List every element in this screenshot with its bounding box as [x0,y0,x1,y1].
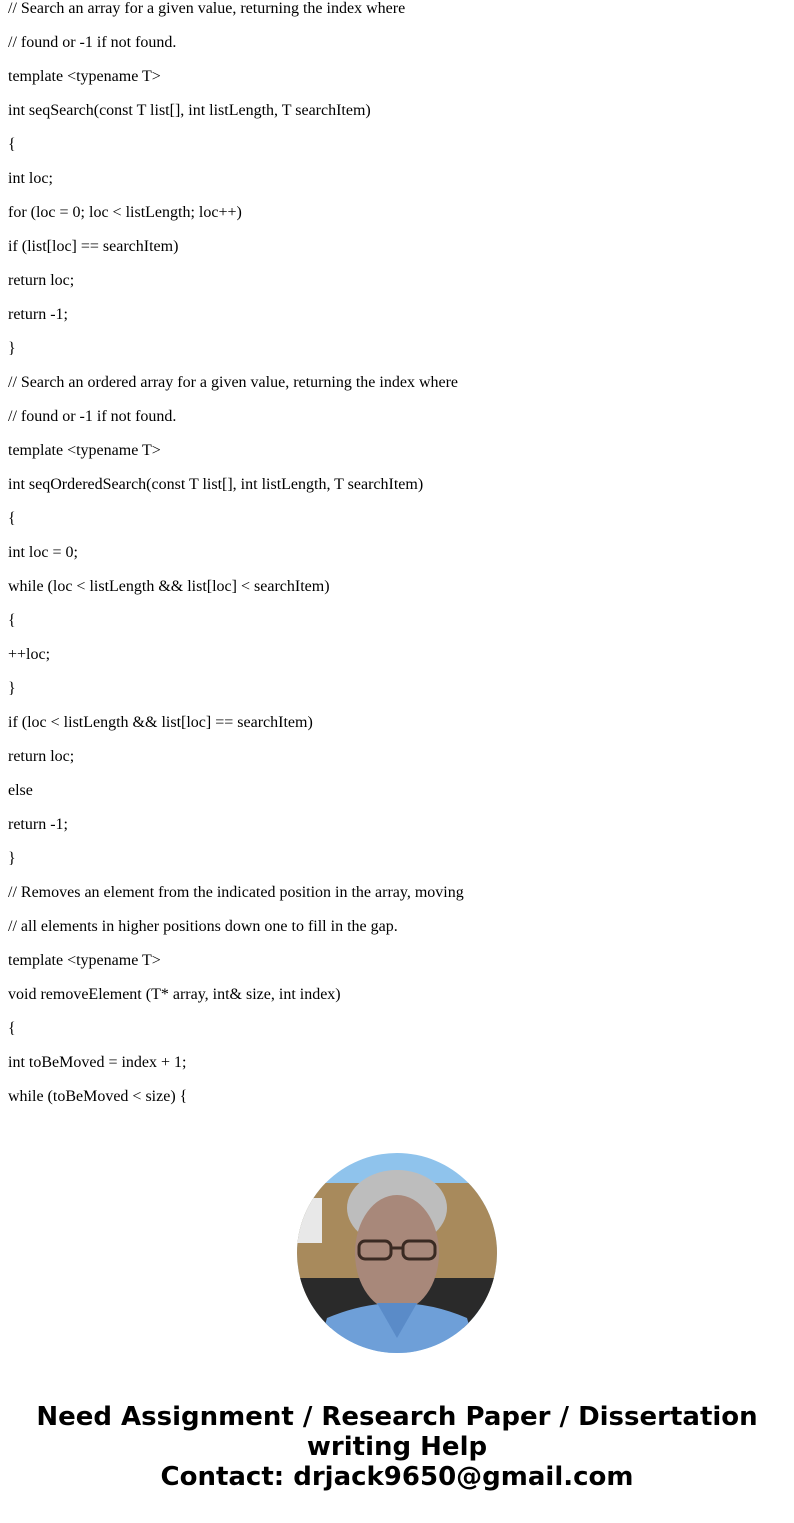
portrait-image [297,1153,497,1353]
code-line: { [8,612,16,629]
code-line: // all elements in higher positions down one to fill in the gap. [8,918,398,935]
code-line: while (loc < listLength && list[loc] < searchItem) [8,578,330,595]
contact-email: Contact: drjack9650@gmail.com [160,1462,634,1492]
banner-line-2: writing Help [306,1432,488,1462]
code-line: while (toBeMoved < size) { [8,1088,188,1105]
code-line: // found or -1 if not found. [8,34,177,51]
code-line: } [8,340,16,357]
code-line: // Search an array for a given value, returning the index where [8,0,406,17]
code-line: int loc; [8,170,53,187]
banner-line-1: Need Assignment / Research Paper / Dissertation [36,1402,758,1432]
code-line: // Removes an element from the indicated position in the array, moving [8,884,464,901]
code-line: { [8,1020,16,1037]
code-line: return -1; [8,816,68,833]
code-line: int loc = 0; [8,544,78,561]
code-line: // Search an ordered array for a given value, returning the index where [8,374,459,391]
code-line: void removeElement (T* array, int& size, int index) [8,986,341,1003]
code-line: ++loc; [8,646,51,663]
code-line: return -1; [8,306,68,323]
code-line: else [8,782,33,799]
code-line: } [8,680,16,697]
code-line: int seqSearch(const T list[], int listLength, T searchItem) [8,102,371,119]
code-line: if (loc < listLength && list[loc] == searchItem) [8,714,313,731]
code-line: { [8,510,16,527]
code-line: return loc; [8,748,75,765]
code-line: template <typename T> [8,442,161,459]
code-line: template <typename T> [8,68,161,85]
code-line: for (loc = 0; loc < listLength; loc++) [8,204,242,221]
code-line: // found or -1 if not found. [8,408,177,425]
code-line: if (list[loc] == searchItem) [8,238,179,255]
code-line: { [8,136,16,153]
avatar [297,1153,497,1353]
code-listing [8,0,464,1114]
code-line: int toBeMoved = index + 1; [8,1054,187,1071]
code-line: } [8,850,16,867]
code-line: int seqOrderedSearch(const T list[], int listLength, T searchItem) [8,476,424,493]
contact-banner [0,1402,794,1492]
code-line: return loc; [8,272,75,289]
code-line: template <typename T> [8,952,161,969]
